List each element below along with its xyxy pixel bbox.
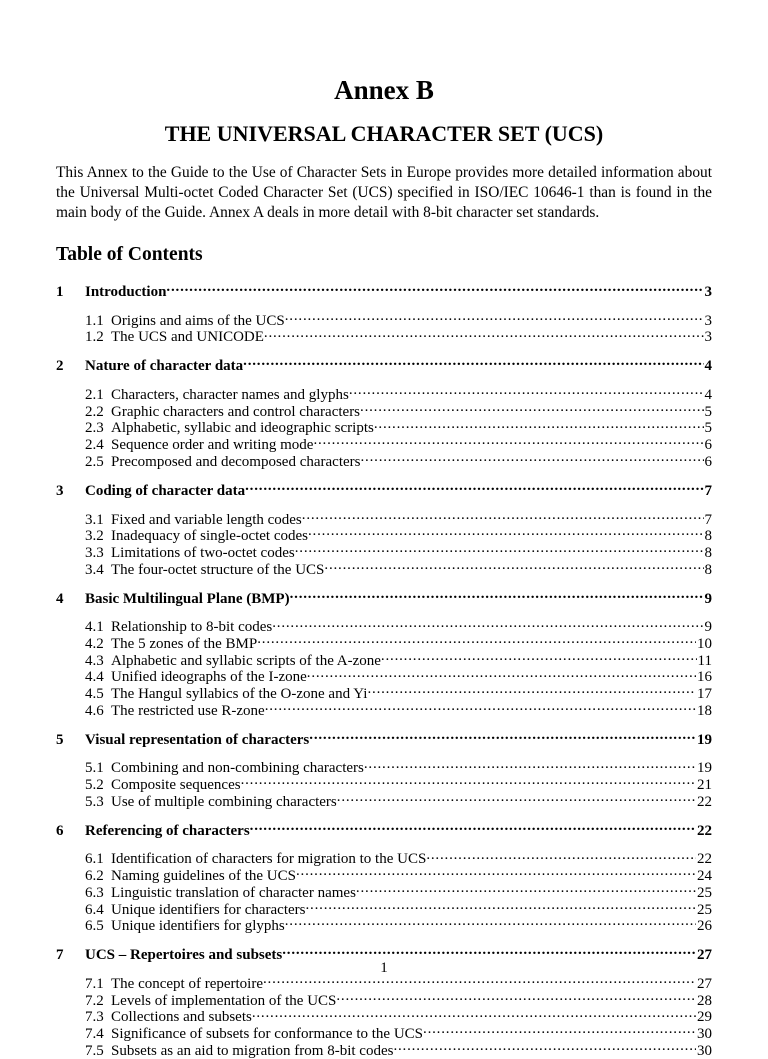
toc-section-number: 4.4 bbox=[85, 669, 104, 686]
toc-dot-leader bbox=[295, 540, 704, 557]
toc-section-number: 6.4 bbox=[85, 901, 104, 918]
annex-title: Annex B bbox=[334, 75, 434, 105]
toc-chapter-page: 3 bbox=[704, 284, 712, 300]
toc-chapter bbox=[56, 352, 712, 470]
toc-section-page: 26 bbox=[697, 918, 712, 935]
toc-section-number: 5.2 bbox=[85, 777, 104, 794]
toc-section-entry[interactable] bbox=[56, 382, 712, 404]
toc-section-page: 6 bbox=[704, 437, 712, 454]
toc-section-number: 4.3 bbox=[85, 652, 104, 669]
toc-section-number: 4.6 bbox=[85, 702, 104, 719]
toc-dot-leader bbox=[250, 817, 696, 835]
toc-dot-leader bbox=[367, 681, 696, 698]
toc-section-number: 4.2 bbox=[85, 635, 104, 652]
toc-section-list bbox=[56, 971, 712, 1059]
toc-section-page: 10 bbox=[697, 635, 712, 652]
toc-section-title: The restricted use R-zone bbox=[111, 702, 265, 719]
toc-dot-leader bbox=[245, 477, 703, 495]
toc-section-title: Sequence order and writing mode bbox=[111, 437, 314, 454]
toc-dot-leader bbox=[336, 988, 696, 1005]
toc-dot-leader bbox=[285, 914, 696, 931]
toc-chapter-number: 4 bbox=[56, 590, 64, 607]
toc-dot-leader bbox=[264, 325, 704, 342]
toc-section-page: 25 bbox=[697, 884, 712, 901]
toc-section-number: 6.1 bbox=[85, 851, 104, 868]
page-number: 1 bbox=[380, 960, 388, 976]
toc-section-entry[interactable] bbox=[56, 847, 712, 868]
toc-dot-leader bbox=[265, 698, 696, 715]
toc-chapter-title: Nature of character data bbox=[85, 358, 244, 375]
toc-chapter bbox=[56, 817, 712, 935]
toc-chapter-number: 1 bbox=[56, 284, 64, 300]
toc-section-number: 3.3 bbox=[85, 544, 104, 561]
toc-section-list bbox=[56, 382, 712, 470]
toc-section-page: 30 bbox=[697, 1042, 712, 1059]
toc-dot-leader bbox=[308, 524, 704, 541]
toc-section-page: 22 bbox=[697, 851, 712, 868]
toc-section-number: 1.2 bbox=[85, 329, 104, 346]
toc-section-number: 3.4 bbox=[85, 561, 104, 578]
toc-dot-leader bbox=[296, 863, 696, 880]
toc-chapter-page: 9 bbox=[704, 590, 712, 607]
toc-dot-leader bbox=[337, 789, 696, 806]
toc-dot-leader bbox=[364, 756, 696, 773]
toc-section-page: 8 bbox=[704, 561, 712, 578]
toc-section-entry[interactable] bbox=[56, 756, 712, 777]
toc-section-number: 5.3 bbox=[85, 793, 104, 810]
toc-section-title: Levels of implementation of the UCS bbox=[111, 992, 337, 1009]
toc-chapter-page: 4 bbox=[704, 358, 712, 375]
toc-section-title: Unique identifiers for glyphs bbox=[111, 918, 285, 935]
toc-chapter-entry[interactable] bbox=[56, 585, 712, 607]
toc-section-page: 6 bbox=[704, 453, 712, 470]
toc-chapter-page: 7 bbox=[704, 482, 712, 499]
toc-dot-leader bbox=[324, 557, 703, 574]
table-of-contents bbox=[56, 278, 712, 1059]
toc-dot-leader bbox=[272, 615, 703, 632]
toc-chapter-number: 5 bbox=[56, 731, 64, 748]
toc-section-title: Unified ideographs of the I-zone bbox=[111, 669, 307, 686]
toc-dot-leader bbox=[243, 352, 703, 370]
toc-section-page: 5 bbox=[704, 403, 712, 420]
toc-section-title: The 5 zones of the BMP bbox=[111, 635, 258, 652]
toc-section-number: 7.2 bbox=[85, 992, 104, 1009]
toc-section-number: 3.1 bbox=[85, 511, 104, 528]
toc-section-title: Precomposed and decomposed characters bbox=[111, 453, 361, 470]
toc-section-number: 2.5 bbox=[85, 453, 104, 470]
toc-section-number: 3.2 bbox=[85, 528, 104, 545]
toc-section-number: 7.3 bbox=[85, 1009, 104, 1026]
toc-section-number: 2.1 bbox=[85, 387, 104, 404]
toc-section-number: 5.1 bbox=[85, 760, 104, 777]
toc-chapter-number: 2 bbox=[56, 358, 64, 375]
toc-section-page: 18 bbox=[697, 702, 712, 719]
toc-section-page: 11 bbox=[697, 652, 712, 669]
toc-section-page: 8 bbox=[704, 544, 712, 561]
toc-section-title: Collections and subsets bbox=[111, 1009, 252, 1026]
toc-section-page: 16 bbox=[697, 669, 712, 686]
toc-heading: Table of Contents bbox=[56, 244, 203, 265]
toc-section-title: Relationship to 8-bit codes bbox=[111, 619, 273, 636]
toc-chapter-page: 27 bbox=[697, 947, 712, 964]
toc-section-number: 4.5 bbox=[85, 686, 104, 702]
toc-dot-leader bbox=[360, 399, 703, 416]
toc-section-title: Composite sequences bbox=[111, 777, 241, 794]
toc-section-number: 4.1 bbox=[85, 619, 104, 636]
toc-section-page: 25 bbox=[697, 901, 712, 918]
toc-chapter-page: 19 bbox=[697, 731, 712, 748]
toc-dot-leader bbox=[374, 416, 704, 433]
toc-chapter-entry[interactable] bbox=[56, 278, 712, 300]
toc-section-number: 7.5 bbox=[85, 1042, 104, 1059]
toc-section-title: Subsets as an aid to migration from 8-bit codes bbox=[111, 1042, 394, 1059]
toc-chapter bbox=[56, 477, 712, 578]
toc-dot-leader bbox=[241, 772, 696, 789]
toc-section-page: 3 bbox=[704, 329, 712, 346]
toc-section-title: Significance of subsets for conformance to the UCS bbox=[111, 1025, 424, 1042]
toc-section-page: 21 bbox=[697, 777, 712, 794]
toc-chapter bbox=[56, 278, 712, 346]
toc-dot-leader bbox=[285, 308, 704, 325]
toc-chapter-title: Coding of character data bbox=[85, 482, 246, 499]
toc-chapter bbox=[56, 941, 712, 1059]
toc-section-page: 28 bbox=[697, 992, 712, 1009]
toc-section-number: 7.4 bbox=[85, 1025, 104, 1042]
toc-section-number: 7.1 bbox=[85, 975, 104, 992]
toc-section-title: Combining and non-combining characters bbox=[111, 760, 364, 777]
toc-chapter bbox=[56, 726, 712, 810]
toc-dot-leader bbox=[381, 648, 697, 665]
toc-section-page: 3 bbox=[704, 312, 712, 329]
toc-dot-leader bbox=[166, 278, 703, 296]
toc-section-page: 9 bbox=[704, 619, 712, 636]
toc-section-page: 4 bbox=[704, 387, 712, 404]
toc-chapter-title: Visual representation of characters bbox=[85, 731, 310, 748]
toc-dot-leader bbox=[309, 726, 696, 744]
toc-chapter-number: 6 bbox=[56, 822, 64, 839]
toc-section-title: Unique identifiers for characters bbox=[111, 901, 306, 918]
toc-section-page: 8 bbox=[704, 528, 712, 545]
toc-section-page: 30 bbox=[697, 1025, 712, 1042]
toc-chapter-title: UCS – Repertoires and subsets bbox=[85, 947, 283, 964]
toc-chapter-entry[interactable] bbox=[56, 726, 712, 748]
toc-section-list bbox=[56, 507, 712, 578]
toc-chapter-number: 3 bbox=[56, 482, 64, 499]
toc-chapter-number: 7 bbox=[56, 947, 64, 964]
toc-section-title: Origins and aims of the UCS bbox=[111, 312, 285, 329]
toc-section-number: 1.1 bbox=[85, 312, 104, 329]
toc-section-list bbox=[56, 308, 712, 346]
toc-section-title: Identification of characters for migration to the UCS bbox=[111, 851, 427, 868]
toc-dot-leader bbox=[393, 1038, 696, 1055]
toc-chapter-entry[interactable] bbox=[56, 352, 712, 375]
toc-section-number: 6.5 bbox=[85, 918, 104, 935]
toc-section-number: 6.3 bbox=[85, 884, 104, 901]
toc-section-page: 7 bbox=[704, 511, 712, 528]
toc-section-list bbox=[56, 847, 712, 935]
toc-section-title: Alphabetic, syllabic and ideographic scripts bbox=[111, 420, 374, 437]
toc-section-title: Linguistic translation of character names bbox=[111, 884, 356, 901]
toc-chapter-title: Introduction bbox=[85, 284, 167, 300]
toc-dot-leader bbox=[282, 941, 696, 959]
toc-section-number: 6.2 bbox=[85, 868, 104, 885]
toc-dot-leader bbox=[423, 1021, 696, 1038]
toc-chapter bbox=[56, 585, 712, 719]
toc-section-title: The Hangul syllabics of the O-zone and Yi bbox=[111, 686, 368, 702]
toc-dot-leader bbox=[306, 897, 697, 914]
toc-section-number: 2.4 bbox=[85, 437, 104, 454]
toc-section-title: Inadequacy of single-octet codes bbox=[111, 528, 308, 545]
toc-dot-leader bbox=[361, 449, 704, 466]
toc-chapter-title: Basic Multilingual Plane (BMP) bbox=[85, 590, 290, 607]
document-title: THE UNIVERSAL CHARACTER SET (UCS) bbox=[164, 121, 604, 146]
toc-dot-leader bbox=[426, 847, 696, 864]
toc-dot-leader bbox=[290, 585, 704, 603]
toc-section-page: 27 bbox=[697, 975, 712, 992]
toc-section-title: The four-octet structure of the UCS bbox=[111, 561, 325, 578]
toc-dot-leader bbox=[349, 382, 704, 399]
toc-dot-leader bbox=[302, 507, 704, 524]
toc-section-page: 17 bbox=[697, 686, 712, 702]
toc-section-title: Characters, character names and glyphs bbox=[111, 387, 349, 404]
toc-section-title: The concept of repertoire bbox=[111, 975, 263, 992]
toc-section-number: 2.2 bbox=[85, 403, 104, 420]
toc-section-entry[interactable] bbox=[56, 615, 712, 636]
toc-dot-leader bbox=[257, 631, 696, 648]
toc-section-title: Limitations of two-octet codes bbox=[111, 544, 295, 561]
toc-dot-leader bbox=[313, 432, 703, 449]
toc-section-page: 29 bbox=[697, 1009, 712, 1026]
toc-chapter-page: 22 bbox=[697, 822, 712, 839]
toc-section-page: 24 bbox=[697, 868, 712, 885]
toc-section-page: 19 bbox=[697, 760, 712, 777]
toc-section-list bbox=[56, 756, 712, 810]
toc-chapter-entry[interactable] bbox=[56, 941, 712, 964]
toc-section-title: Use of multiple combining characters bbox=[111, 793, 337, 810]
intro-paragraph: This Annex to the Guide to the Use of Character Sets in Europe provides more detailed information about the Universal Multi-octet Coded Character Set (UCS) specified in ISO/IEC 10646-1 than is found in the main body of the Guide. Annex A deals in more detail with 8-bit character set standards. bbox=[56, 164, 712, 221]
toc-section-entry[interactable] bbox=[56, 507, 712, 528]
toc-section-title: Naming guidelines of the UCS bbox=[111, 868, 296, 885]
toc-chapter-entry[interactable] bbox=[56, 477, 712, 499]
toc-section-title: Graphic characters and control characters bbox=[111, 403, 361, 420]
toc-section-title: The UCS and UNICODE bbox=[111, 329, 264, 346]
toc-section-page: 22 bbox=[697, 793, 712, 810]
toc-section-list bbox=[56, 615, 712, 719]
toc-dot-leader bbox=[356, 880, 696, 897]
toc-section-title: Alphabetic and syllabic scripts of the A-zone bbox=[111, 652, 381, 669]
toc-section-entry[interactable] bbox=[56, 308, 712, 329]
toc-dot-leader bbox=[252, 1005, 696, 1022]
toc-section-number: 2.3 bbox=[85, 420, 104, 437]
toc-dot-leader bbox=[307, 665, 696, 682]
toc-chapter-title: Referencing of characters bbox=[85, 822, 250, 839]
toc-section-page: 5 bbox=[704, 420, 712, 437]
toc-chapter-entry[interactable] bbox=[56, 817, 712, 839]
toc-section-title: Fixed and variable length codes bbox=[111, 511, 302, 528]
